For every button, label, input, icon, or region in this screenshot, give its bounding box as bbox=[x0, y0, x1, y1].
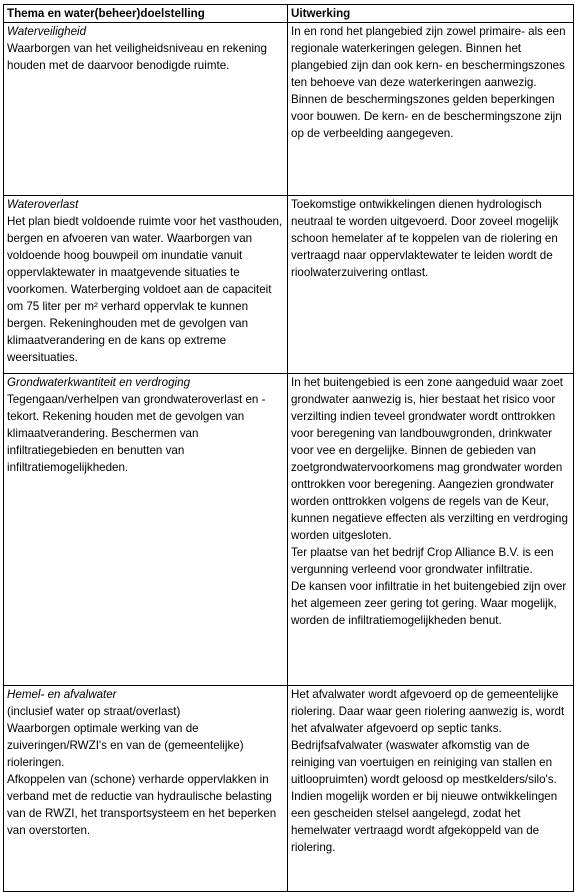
uitwerking-text: In het buitengebied is een zone aangeduid waar zoet grondwater aanwezig is, hier bestaat het risico voor verzilting indien teveel grondwater wordt onttrokken voor beregening van landbouwgronden, drinkwater voor vee en dergelijke. Binnen de gebieden van zoetgrondwatervoorkomens mag grondwater worden onttrokken voor beregening. Aangezien grondwater worden onttrokken volgens de regels van de Keur, kunnen negatieve effecten als verzilting en verdroging worden uitgesloten. bbox=[291, 376, 568, 542]
uitwerking-text: In en rond het plangebied zijn zowel primaire- als een regionale waterkeringen gelegen. Binnen het plangebied zijn dan ook kern- en beschermingszones ten behoeve van deze waterkeringen aanwezig. Binnen de beschermingszones gelden beperkingen voor bouwen. De kern- en de beschermingszone zijn op de verbeelding aangegeven. bbox=[291, 25, 566, 140]
header-row bbox=[4, 5, 574, 23]
uitwerking-text: Indien mogelijk worden er bij nieuwe ontwikkelingen een gescheiden stelsel aangelegd, zodat het hemelwater vertraagd wordt afgekoppeld van de riolering. bbox=[291, 790, 558, 854]
theme-cell bbox=[4, 374, 288, 686]
uitwerking-text: Ter plaatse van het bedrijf Crop Alliance B.V. is een vergunning verleend voor grondwater infiltratie. bbox=[291, 546, 554, 576]
header-uitwerking: Uitwerking bbox=[288, 5, 574, 23]
theme-title: Hemel- en afvalwater bbox=[7, 688, 117, 701]
theme-text: Waarborgen van het veiligheidsniveau en rekening houden met de daarvoor benodigde ruimte. bbox=[7, 42, 267, 72]
theme-title: Grondwaterkwantiteit en verdroging bbox=[7, 376, 191, 389]
theme-text: Het plan biedt voldoende ruimte voor het vasthouden, bergen en afvoeren van water. Waarborgen van voldoende hoog bouwpeil om inundatie vanuit oppervlaktewater in maatgevende situaties te voorkomen. Waterberging voldoet aan de capaciteit om 75 liter per m² verhard oppervlak te kunnen bergen. Rekeninghouden met de gevolgen van klimaatverandering en de kans op extreme weersituaties. bbox=[7, 215, 283, 364]
theme-cell bbox=[4, 23, 288, 196]
table-row bbox=[4, 374, 574, 686]
theme-subtitle: (inclusief water op straat/overlast) bbox=[7, 705, 181, 718]
water-table bbox=[3, 4, 574, 892]
uitwerking-cell bbox=[288, 686, 574, 892]
uitwerking-cell bbox=[288, 374, 574, 686]
theme-cell bbox=[4, 686, 288, 892]
uitwerking-cell bbox=[288, 23, 574, 196]
uitwerking-cell bbox=[288, 196, 574, 374]
theme-text: Tegengaan/verhelpen van grondwateroverlast en -tekort. Rekening houden met de gevolgen van klimaatverandering. Beschermen van infiltratiegebieden en benutten van infiltratiemogelijkheden. bbox=[7, 393, 266, 474]
header-theme: Thema en water(beheer)doelstelling bbox=[4, 5, 288, 23]
theme-title: Wateroverlast bbox=[7, 198, 79, 211]
theme-title: Waterveiligheid bbox=[7, 25, 87, 38]
uitwerking-text: Toekomstige ontwikkelingen dienen hydrologisch neutraal te worden uitgevoerd. Door zoveel mogelijk schoon hemelater af te koppelen van de riolering en vertraagd naar oppervlaktewater te leiden wordt de rioolwaterzuivering ontlast. bbox=[291, 198, 559, 279]
uitwerking-text: Het afvalwater wordt afgevoerd op de gemeentelijke riolering. Daar waar geen riolering aanwezig is, wordt het afvalwater afgevoerd op septic tanks. Bedrijfsafvalwater (waswater afkomstig van de reiniging van voertuigen en reiniging van stallen en uitloopruimten) wordt geloosd op mestkelders/silo's. bbox=[291, 688, 565, 786]
theme-text: Afkoppelen van (schone) verharde oppervlakken in verband met de reductie van hydraulische belasting van de RWZI, het transportsysteem en het beperken van overstorten. bbox=[7, 773, 277, 837]
table-row bbox=[4, 23, 574, 196]
theme-text: Waarborgen optimale werking van de zuiveringen/RWZI's en van de (gemeentelijke) rioleringen. bbox=[7, 722, 244, 769]
uitwerking-text: De kansen voor infiltratie in het buitengebied zijn over het algemeen zeer gering tot gering. Waar mogelijk, worden de infiltratiemogelijkheden benut. bbox=[291, 580, 567, 627]
table-row bbox=[4, 686, 574, 892]
table-row bbox=[4, 196, 574, 374]
theme-cell bbox=[4, 196, 288, 374]
